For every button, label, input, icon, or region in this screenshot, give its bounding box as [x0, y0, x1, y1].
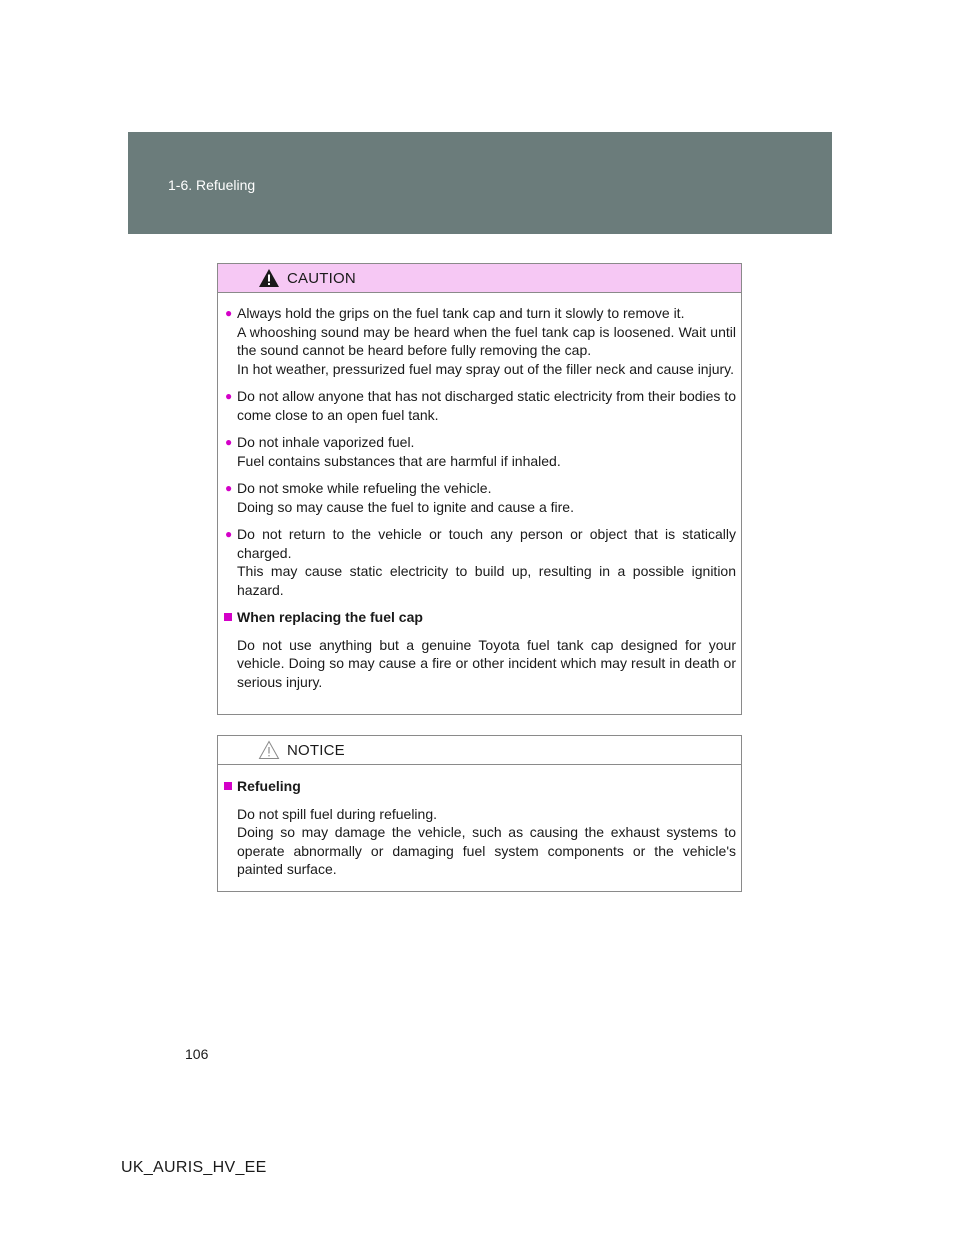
- warning-triangle-icon: [258, 268, 280, 288]
- caution-body: [218, 293, 741, 691]
- notice-body: [218, 765, 741, 879]
- bullet-icon: ●: [225, 306, 233, 320]
- bullet-icon: ●: [225, 481, 233, 495]
- caution-header: [218, 264, 741, 293]
- notice-box: [217, 735, 742, 892]
- caution-section-heading: When replacing the fuel cap: [223, 608, 736, 627]
- caution-item: ● Do not allow anyone that has not discharged static electricity from their bodies to come close to an open fuel tank.: [225, 388, 736, 423]
- caution-item: ● Do not smoke while refueling the vehicle. Doing so may cause the fuel to ignite and cause a fire.: [225, 480, 574, 515]
- section-label: 1-6. Refueling: [168, 177, 256, 193]
- square-bullet-icon: [224, 782, 232, 790]
- notice-title: NOTICE: [287, 741, 345, 759]
- caution-item: ● Always hold the grips on the fuel tank cap and turn it slowly to remove it. A whooshing sound may be heard when the fuel tank cap is loosened. Wait until the sound cannot be heard before fully removing the cap. In hot weather, pressurized fuel may spray out of the filler neck and cause injury.: [225, 305, 736, 377]
- notice-section-heading: Refueling: [223, 777, 736, 796]
- square-bullet-icon: [224, 613, 232, 621]
- bullet-icon: ●: [225, 389, 233, 403]
- page-number: 106: [185, 1046, 209, 1062]
- caution-item: ● Do not inhale vaporized fuel. Fuel contains substances that are harmful if inhaled.: [225, 434, 561, 469]
- notice-header: [218, 736, 741, 765]
- document-id: UK_AURIS_HV_EE: [121, 1159, 267, 1176]
- notice-triangle-icon: [258, 740, 280, 760]
- caution-title: CAUTION: [287, 269, 356, 287]
- bullet-icon: ●: [225, 435, 233, 449]
- caution-section-text: Do not use anything but a genuine Toyota fuel tank cap designed for your vehicle. Doing so may cause a fire or other incident which may result in death or serious injury.: [237, 636, 736, 690]
- notice-line: Do not spill fuel during refueling.: [237, 805, 438, 822]
- chapter-header-band: [128, 132, 832, 234]
- notice-line: Doing so may damage the vehicle, such as causing the exhaust systems to operate abnormally or damaging fuel system components or the vehicle's painted surface.: [237, 824, 736, 877]
- caution-box: [217, 263, 742, 715]
- caution-item: ● Do not return to the vehicle or touch any person or object that is statically charged. This may cause static electricity to build up, resulting in a possible ignition hazard.: [225, 526, 736, 598]
- bullet-icon: ●: [225, 527, 233, 541]
